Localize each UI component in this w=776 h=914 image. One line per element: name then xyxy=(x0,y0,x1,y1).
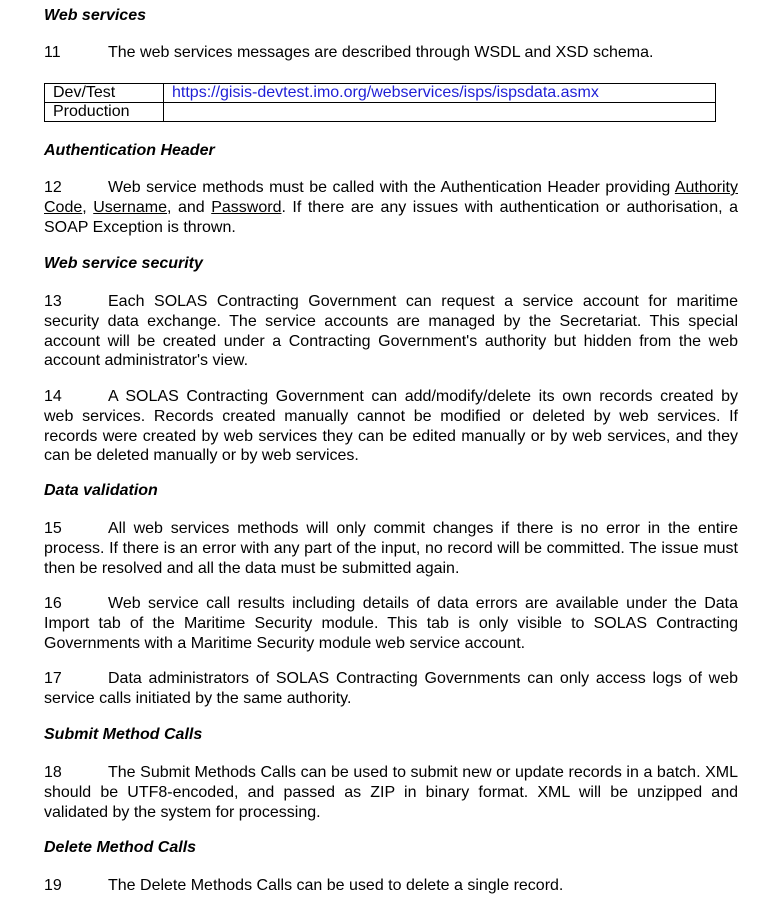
paragraph-number: 19 xyxy=(44,877,62,894)
paragraph-text: All web services methods will only commit changes if there is no error in the entire process. If there is an error with any part of the input, no record will be committed. The issue must then be resolved and all the data must be submitted again. xyxy=(44,520,738,577)
table-row xyxy=(45,103,716,122)
paragraph-14 xyxy=(44,387,738,466)
separator-text: , xyxy=(82,198,94,216)
env-cell: Dev/Test xyxy=(45,84,164,103)
password-term: Password xyxy=(211,198,282,216)
section-heading-submit-method-calls: Submit Method Calls xyxy=(44,726,203,743)
paragraph-number: 14 xyxy=(44,388,62,405)
username-term: Username xyxy=(93,198,168,216)
paragraph-number: 12 xyxy=(44,179,62,196)
paragraph-18 xyxy=(44,763,738,822)
section-heading-web-service-security: Web service security xyxy=(44,255,203,272)
paragraph-text: Web service call results including details of data errors are available under the Data Import tab of the Maritime Security module. This tab is only visible to SOLAS Contracting Governments with a Maritime Security module web service account. xyxy=(44,595,738,652)
paragraph-text: Web service methods must be called with the Authentication Header providing xyxy=(108,179,675,196)
section-heading-web-services: Web services xyxy=(44,7,146,24)
paragraph-13 xyxy=(44,292,738,371)
paragraph-text: . If there are any issues with authentication or authorisation, a SOAP Exception is thrown. xyxy=(44,198,739,236)
paragraph-number: 17 xyxy=(44,670,62,687)
paragraph-text: Data administrators of SOLAS Contracting Governments can only access logs of web service calls initiated by the same authority. xyxy=(44,670,738,707)
paragraph-number: 15 xyxy=(44,520,62,537)
paragraph-text: Each SOLAS Contracting Government can request a service account for maritime security data exchange. The service accounts are managed by the Secretariat. This special account will be created under a Contracting Government's authority but hidden from the web account administrator's view. xyxy=(44,293,738,370)
section-heading-authentication-header: Authentication Header xyxy=(44,142,215,159)
paragraph-text: The Delete Methods Calls can be used to delete a single record. xyxy=(108,877,564,894)
paragraph-11 xyxy=(44,43,738,63)
paragraph-text: A SOLAS Contracting Government can add/modify/delete its own records created by web services. Records created manually cannot be modified or deleted by web services. If records were created by web services they can be edited manually or by web services, and they can be deleted manually or by web services. xyxy=(44,388,738,465)
paragraph-text: The web services messages are described through WSDL and XSD schema. xyxy=(108,44,654,61)
paragraph-19 xyxy=(44,876,738,896)
table-row xyxy=(45,84,716,103)
paragraph-number: 16 xyxy=(44,595,62,612)
paragraph-12 xyxy=(44,178,738,237)
section-heading-delete-method-calls: Delete Method Calls xyxy=(44,839,197,856)
separator-text: , and xyxy=(167,198,212,216)
paragraph-number: 11 xyxy=(44,44,61,61)
endpoint-table xyxy=(44,83,716,122)
url-cell xyxy=(164,84,716,103)
section-heading-data-validation: Data validation xyxy=(44,482,158,499)
paragraph-text: The Submit Methods Calls can be used to submit new or update records in a batch. XML should be UTF8-encoded, and passed as ZIP in binary format. XML will be unzipped and validated by the system for processing. xyxy=(44,764,738,821)
paragraph-number: 18 xyxy=(44,764,62,781)
authority-code-term: Authority Code xyxy=(44,179,738,216)
paragraph-16 xyxy=(44,594,738,653)
devtest-url-link[interactable]: https://gisis-devtest.imo.org/webservices/isps/ispsdata.asmx xyxy=(172,84,599,101)
url-cell xyxy=(164,103,716,122)
paragraph-15 xyxy=(44,519,738,578)
env-cell: Production xyxy=(45,103,164,122)
paragraph-number: 13 xyxy=(44,293,62,310)
paragraph-17 xyxy=(44,669,738,709)
